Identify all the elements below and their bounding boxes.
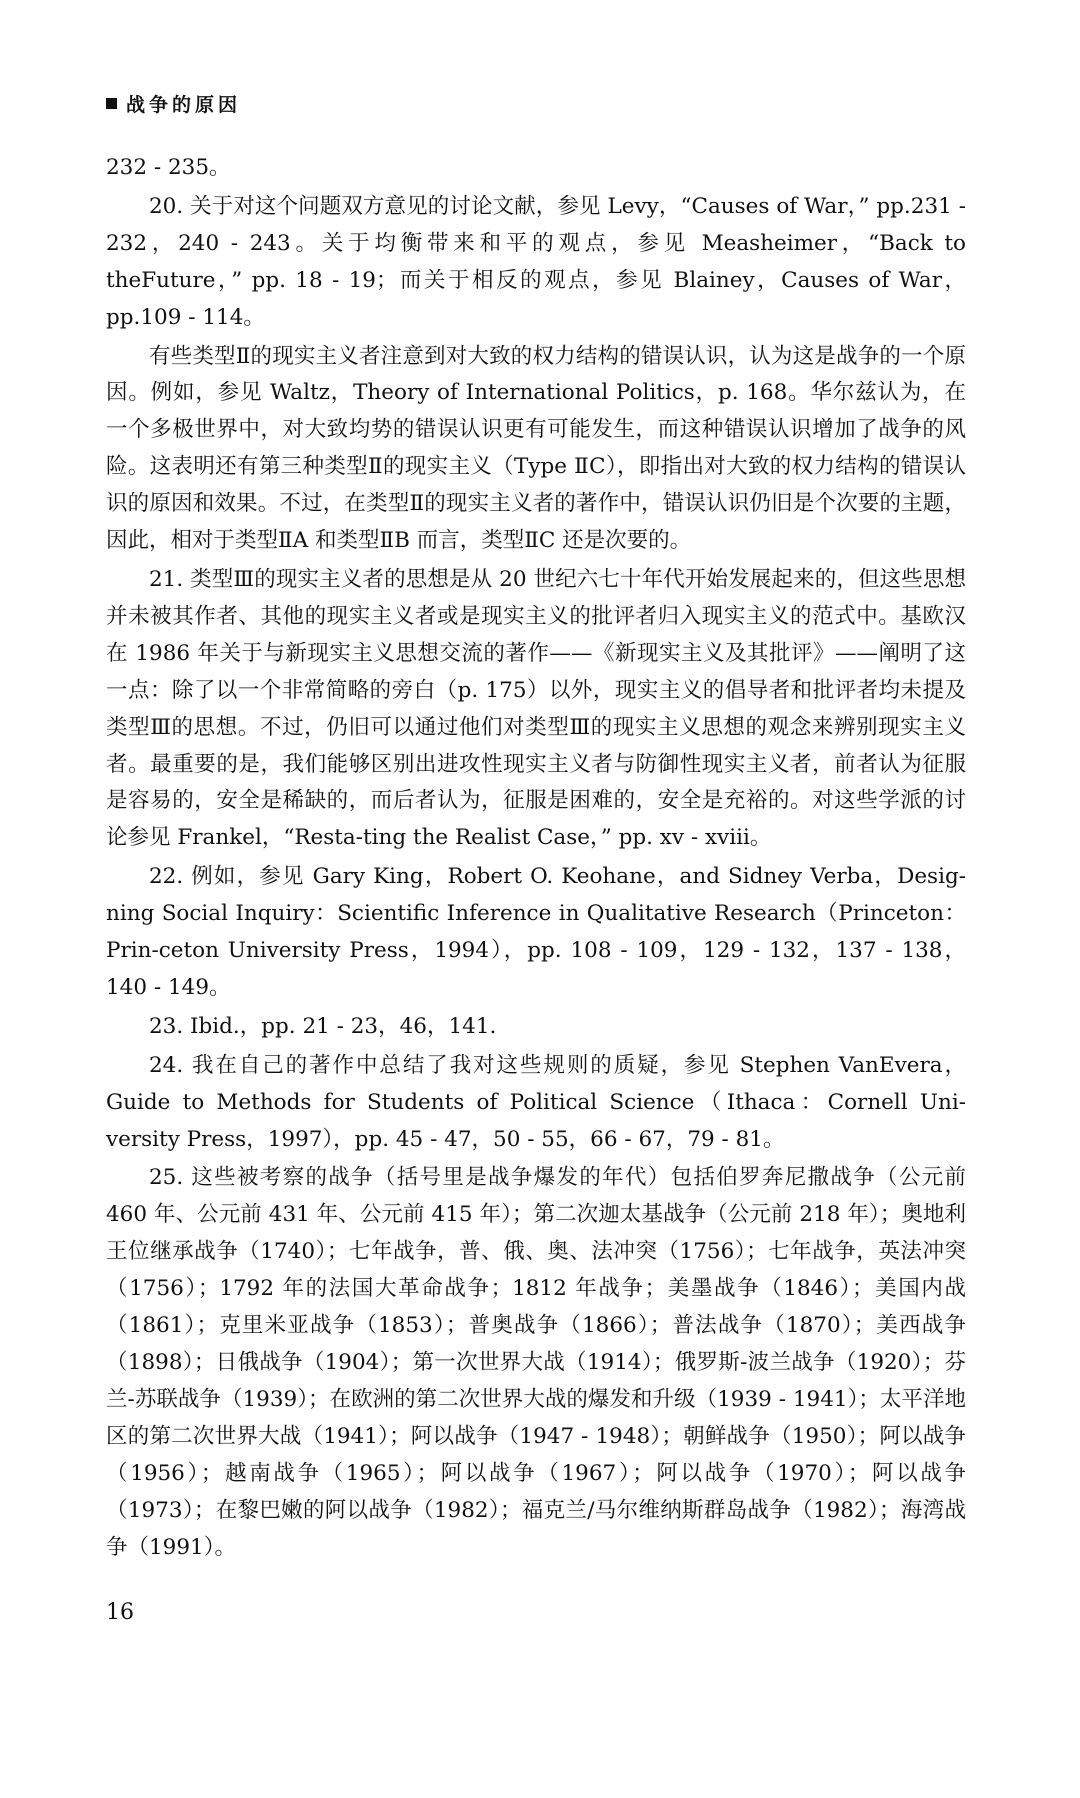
text-line: 对大致的权力结构的错误认识的原因和效果。不过，在类型Ⅱ的现实主义者的著 xyxy=(106,454,966,517)
text-line: 元前 460 年、公元前 431 年、公元前 415 年）；第二次迦太基战争（公元前 218 年）； xyxy=(106,1165,966,1228)
text-line: 20. 关于对这个问题双方意见的讨论文献，参见 Levy，“Causes of War，” pp. xyxy=(149,193,911,219)
text-line: 这些思想并未被其作者、其他的现实主义者或是现实主义的批评者归入现实主义 xyxy=(106,566,966,629)
running-header xyxy=(106,90,241,117)
text-line: 区的第二次世界大战（1941）；阿以战争（1947 - 1948）；朝鲜战争（1950）；阿以战争 xyxy=(106,1423,966,1449)
text-line: 义及其批评》——阐明了这一点：除了以一个非常简略的旁白（p. 175）以外，现实 xyxy=(106,640,966,703)
text-line: 232 - 235。 xyxy=(106,155,231,180)
text-line: ting the Realist Case，” pp. xv - xviii。 xyxy=(362,825,772,851)
text-line: 兹认为，在一个多极世界中，对大致均势的错误认识更有可能发生，而这种错误认 xyxy=(106,380,966,443)
text-line: Future，” pp. 18 - 19；而关于相反的观点，参见 Blainey，Causes of War，pp. xyxy=(106,267,966,330)
text-line: 23. Ibid.，pp. 21 - 23，46，141. xyxy=(149,1013,497,1039)
text-line: 冲突（1756）；1792 年的法国大革命战争；1812 年战争；美墨战争（1846）；美国内战 xyxy=(106,1239,966,1302)
text-line: 争的一个原因。例如，参见 Waltz，Theory of International Politics，p. 168。华尔 xyxy=(106,343,966,406)
text-line: 24. 我在自己的著作中总结了我对这些规则的质疑，参见 Stephen Van xyxy=(149,1052,879,1078)
text-line: 者认为，征服是困难的，安全是充裕的。对这些学派的讨论参见 Frankel，“Resta- xyxy=(106,788,966,851)
endnote-paragraph xyxy=(106,1160,966,1566)
text-line: 21. 类型Ⅲ的现实主义者的思想是从 20 世纪六七十年代开始发展起来的，但 xyxy=(149,566,880,592)
endnote-paragraph xyxy=(106,189,966,337)
text-line: ⅡC 还是次要的。 xyxy=(524,528,692,554)
text-line: 22. 例如，参见 Gary King，Robert O. Keohane，and Sidney Verba，Desig- xyxy=(149,864,966,890)
text-line: ceton University Press，1994），pp. 108 - 109，129 - 132，137 - 138，140 - 149。 xyxy=(106,938,966,1000)
header-title: 战争的原因 xyxy=(126,94,242,116)
endnote-paragraph xyxy=(106,562,966,857)
text-line: Ⅲ的现实主义思想的观念来辨别现实主义者。最重要的是，我们能够区别出进攻 xyxy=(106,714,966,777)
page-number: 16 xyxy=(106,1600,134,1625)
text-line: ning Social Inquiry：Scientific Inference in Qualitative Research（Princeton：Prin- xyxy=(106,901,966,964)
text-line: 性现实主义者与防御性现实主义者，前者认为征服是容易的，安全是稀缺的，而后 xyxy=(106,751,966,814)
endnote-paragraph xyxy=(106,339,966,560)
text-line: （1898）；日俄战争（1904）；第一次世界大战（1914）；俄罗斯-波兰战争（1920）；芬兰- xyxy=(106,1350,966,1412)
text-line: 有些类型Ⅱ的现实主义者注意到对大致的权力结构的错误认识，认为这是战 xyxy=(149,343,858,369)
text-line: 奥地利王位继承战争（1740）；七年战争，普、俄、奥、法冲突（1756）；七年战争，英法 xyxy=(106,1202,966,1265)
text-line: 巴嫩的阿以战争（1982）；福克兰/马尔维纳斯群岛战争（1982）；海湾战争（1991）。 xyxy=(106,1497,966,1560)
text-line: 识增加了战争的风险。这表明还有第三种类型Ⅱ的现实主义（Type ⅡC），即指出 xyxy=(106,417,966,480)
square-bullet-icon xyxy=(106,98,117,109)
text-line: 的范式中。基欧汉在 1986 年关于与新现实主义思想交流的著作——《新现实主 xyxy=(106,603,966,666)
text-line: 作中，错误认识仍旧是个次要的主题，因此，相对于类型ⅡA 和类型ⅡB 而言，类型 xyxy=(106,491,966,554)
text-line: 主义的倡导者和批评者均未提及类型Ⅲ的思想。不过，仍旧可以通过他们对类型 xyxy=(106,677,966,740)
text-line: 109 - 114。 xyxy=(140,304,265,330)
text-line: Evera，Guide to Methods for Students of Political Science（Ithaca：Cornell Uni- xyxy=(106,1052,966,1115)
text-line: 苏联战争（1939）；在欧洲的第二次世界大战的爆发和升级（1939 - 1941）；太平洋地 xyxy=(134,1386,966,1412)
text-line: versity Press，1997），pp. 45 - 47，50 - 55，66 - 67，79 - 81。 xyxy=(106,1126,785,1152)
endnote-paragraph xyxy=(106,1009,966,1046)
endnote-paragraph xyxy=(106,1048,966,1159)
endnote-paragraph xyxy=(106,150,966,187)
text-line: （1861）；克里米亚战争（1853）；普奥战争（1866）；普法战争（1870）；美西战争 xyxy=(106,1313,966,1339)
text-line: 25. 这些被考察的战争（括号里是战争爆发的年代）包括伯罗奔尼撒战争（公 xyxy=(149,1165,922,1191)
text-line: （1956）；越南战争（1965）；阿以战争（1967）；阿以战争（1970）；阿以战争（1973）；在黎 xyxy=(106,1460,966,1523)
text-line: 231 - 232，240 - 243。关于均衡带来和平的观点，参见 Measheimer，“Back to the xyxy=(106,193,967,293)
endnote-paragraph xyxy=(106,859,966,1007)
endnotes-body xyxy=(106,150,966,1568)
